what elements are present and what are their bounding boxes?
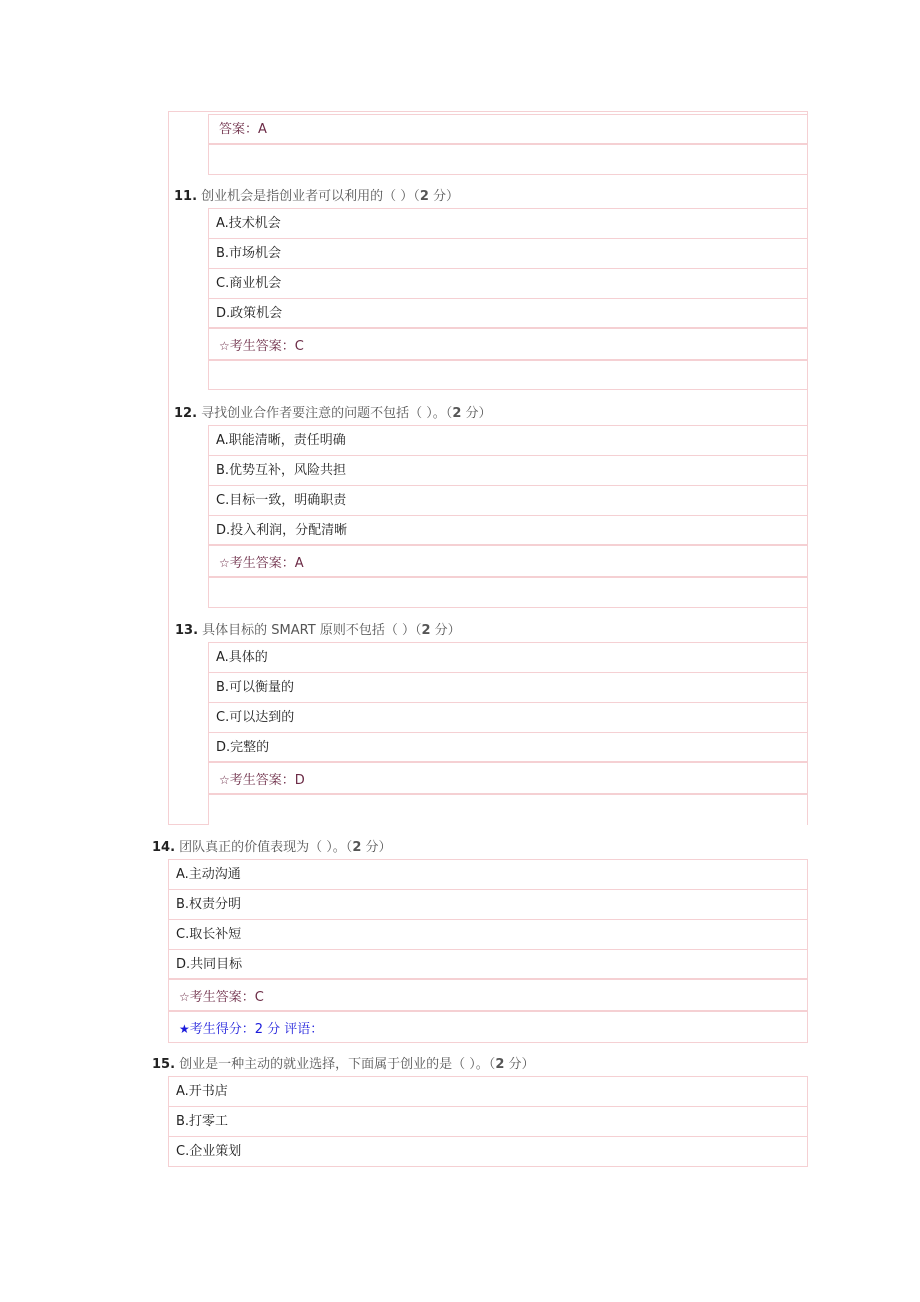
answer-value: C [254, 990, 264, 1005]
question-points: 2 [352, 840, 362, 855]
question-points: 2 [421, 623, 431, 638]
points-suffix: 分） [504, 1057, 535, 1072]
question-11-options [208, 208, 808, 390]
option-b[interactable]: B.可以衡量的 [209, 673, 807, 703]
answer-value: A [294, 556, 304, 571]
question-text: 创业机会是指创业者可以利用的（ ）（ [201, 189, 420, 204]
question-15-header [152, 1055, 535, 1075]
answer-label: 考生答案： [229, 773, 295, 788]
question-13-options [208, 642, 808, 825]
empty-row [209, 579, 807, 609]
answer-value: D [294, 773, 305, 788]
option-b[interactable]: B.权责分明 [169, 890, 807, 920]
option-d[interactable]: D.共同目标 [169, 950, 807, 980]
question-number: 15. [152, 1057, 176, 1072]
points-suffix: 分） [461, 406, 492, 421]
answer-value: C [294, 339, 304, 354]
question-12-header [174, 404, 492, 424]
question-number: 14. [152, 840, 176, 855]
option-d[interactable]: D.完整的 [209, 733, 807, 763]
option-b[interactable]: B.打零工 [169, 1107, 807, 1137]
option-a[interactable]: A.具体的 [209, 643, 807, 673]
question-number: 12. [174, 406, 198, 421]
score-text: 考生得分：2 分 评语： [189, 1022, 324, 1037]
points-suffix: 分） [430, 623, 461, 638]
question-points: 2 [495, 1057, 505, 1072]
answer-label: 考生答案： [229, 556, 295, 571]
option-c[interactable]: C.取长补短 [169, 920, 807, 950]
student-answer-row [209, 548, 807, 578]
option-c[interactable]: C.目标一致，明确职责 [209, 486, 807, 516]
question-text: 具体目标的 SMART 原则不包括（ ）（ [202, 623, 422, 638]
answer-label: 考生答案： [229, 339, 295, 354]
option-d[interactable]: D.政策机会 [209, 299, 807, 329]
question-number: 13. [175, 623, 199, 638]
question-number: 11. [174, 189, 198, 204]
prev-answer-row [209, 115, 807, 145]
option-b[interactable]: B.优势互补，风险共担 [209, 456, 807, 486]
student-score-row [169, 1014, 807, 1044]
empty-row [209, 796, 807, 826]
answer-label: 考生答案： [189, 990, 255, 1005]
empty-row [209, 146, 807, 176]
question-15-options [168, 1076, 808, 1167]
student-answer-row [209, 765, 807, 795]
question-14-options [168, 859, 808, 1043]
points-suffix: 分） [361, 840, 392, 855]
option-c[interactable]: C.商业机会 [209, 269, 807, 299]
question-13-header [175, 621, 461, 641]
answer-value: A [258, 122, 267, 137]
points-suffix: 分） [428, 189, 459, 204]
option-a[interactable]: A.主动沟通 [169, 860, 807, 890]
star-outline-icon: ☆ [219, 773, 230, 787]
star-filled-icon: ★ [179, 1022, 190, 1036]
question-12-options [208, 425, 808, 608]
question-text: 团队真正的价值表现为（ ）。（ [179, 840, 353, 855]
option-c[interactable]: C.企业策划 [176, 1144, 242, 1159]
star-outline-icon: ☆ [219, 556, 230, 570]
option-a[interactable]: A.技术机会 [209, 209, 807, 239]
empty-row [209, 362, 807, 392]
student-answer-row [209, 331, 807, 361]
question-text: 创业是一种主动的就业选择，下面属于创业的是（ ）。（ [179, 1057, 496, 1072]
question-11-header [174, 187, 459, 207]
star-outline-icon: ☆ [219, 339, 230, 353]
student-answer-row [169, 982, 807, 1012]
option-a[interactable]: A.开书店 [169, 1077, 807, 1107]
question-14-header [152, 838, 392, 858]
star-outline-icon: ☆ [179, 990, 190, 1004]
prev-answer-box [208, 114, 808, 175]
question-points: 2 [452, 406, 462, 421]
question-text: 寻找创业合作者要注意的问题不包括（ ）。（ [201, 406, 453, 421]
option-a[interactable]: A.职能清晰，责任明确 [209, 426, 807, 456]
question-points: 2 [419, 189, 429, 204]
option-d[interactable]: D.投入利润，分配清晰 [209, 516, 807, 546]
option-b[interactable]: B.市场机会 [209, 239, 807, 269]
answer-label: 答案： [219, 122, 259, 137]
option-c[interactable]: C.可以达到的 [209, 703, 807, 733]
